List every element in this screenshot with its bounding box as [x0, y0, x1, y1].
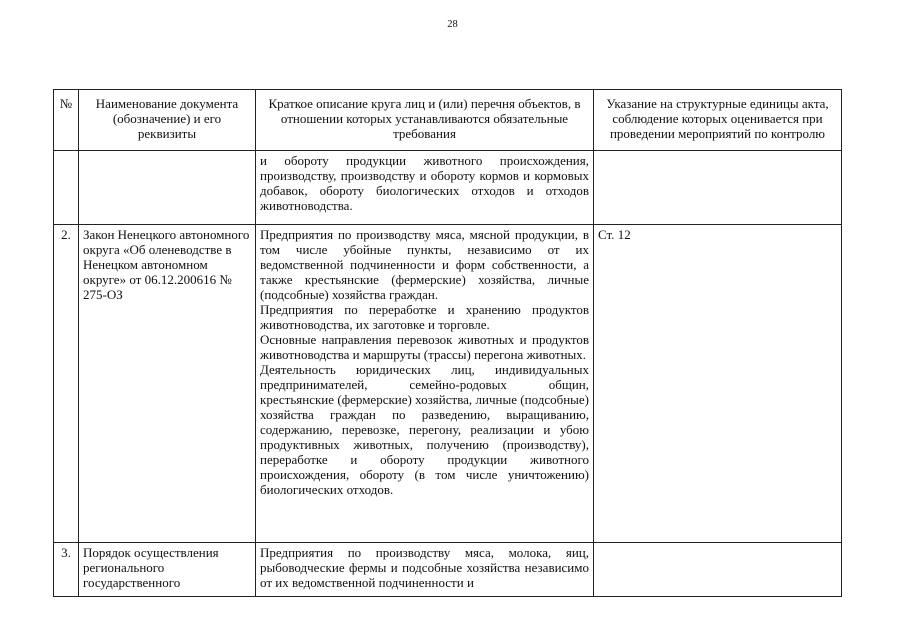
- row-document: Закон Ненецкого автономного округа «Об оленеводстве в Ненецком автономном округе» от 06.12.200616 № 275-ОЗ: [79, 225, 256, 543]
- row-description: [256, 225, 594, 543]
- row-number: [54, 151, 79, 225]
- row-number: 2.: [54, 225, 79, 543]
- row-structural-units: [594, 151, 842, 225]
- header-description: Краткое описание круга лиц и (или) перечня объектов, в отношении которых устанавливаются обязательные требования: [256, 90, 594, 151]
- table-row: [54, 543, 842, 597]
- description-paragraph: Основные направления перевозок животных и продуктов животноводства и маршруты (трассы) перегона животных.: [260, 332, 589, 362]
- description-paragraph: Предприятия по производству мяса, мясной продукции, в том числе убойные пункты, независимо от их ведомственной подчиненности и форм собственности, а также крестьянские (фермерские) хозяйства, личные (подсобные) хозяйства граждан.: [260, 227, 589, 302]
- row-structural-units: Ст. 12: [594, 225, 842, 543]
- row-document: Порядок осуществления регионального государственного: [83, 545, 219, 590]
- row-description: и обороту продукции животного происхождения, производству, производству и обороту кормов и кормовых добавок, обороту биологических отходов и отходов животноводства.: [256, 151, 594, 225]
- requirements-table: [53, 89, 842, 597]
- page-number: 28: [447, 19, 458, 30]
- table-row: [54, 151, 842, 225]
- description-paragraph: Предприятия по переработке и хранению продуктов животноводства, их заготовке и торговле.: [260, 302, 589, 332]
- row-document: [79, 151, 256, 225]
- header-document-name: Наименование документа (обозначение) и его реквизиты: [79, 90, 256, 151]
- header-number: №: [54, 90, 79, 151]
- row-document-cell: [79, 543, 256, 597]
- description-paragraph: Деятельность юридических лиц, индивидуальных предпринимателей, семейно-родовых общин, крестьянские (фермерские) хозяйства, личные (подсобные) хозяйства граждан по разведению, выращиванию, содержанию, перевозке, перегону, реализации и убою продуктивных животных, получению (производству), переработке и обороту продукции животного происхождения, обороту (в том числе уничтожению) биологических отходов.: [260, 362, 589, 497]
- table-row: [54, 225, 842, 543]
- table-header-row: [54, 90, 842, 151]
- row-number: 3.: [54, 543, 79, 597]
- row-description: Предприятия по производству мяса, молока, яиц, рыбоводческие фермы и подсобные хозяйства независимо от их ведомственной подчиненности и: [260, 545, 589, 590]
- row-description-cell: [256, 543, 594, 597]
- header-structural-units: Указание на структурные единицы акта, соблюдение которых оценивается при проведении мероприятий по контролю: [594, 90, 842, 151]
- row-structural-units: [594, 543, 842, 597]
